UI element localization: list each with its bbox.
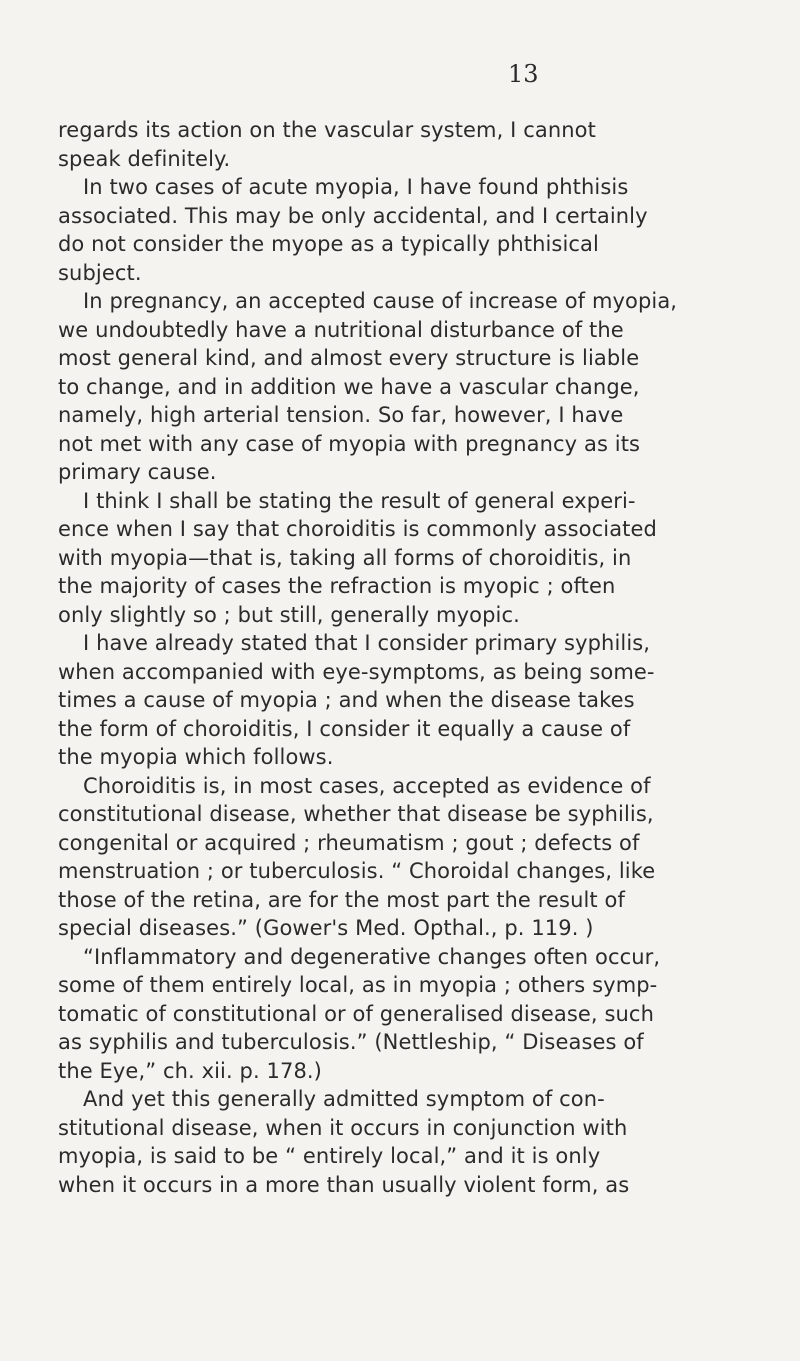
text-line: the majority of cases the refraction is myopic ; often: [58, 574, 616, 598]
text-line: not met with any case of myopia with pregnancy as its: [58, 431, 641, 456]
text-line: the myopia which follows.: [58, 745, 334, 769]
text-line: “Inflammatory and degenerative changes often occur,: [83, 944, 661, 969]
text-line: myopia, is said to be “ entirely local,” and it is only: [58, 1144, 601, 1168]
text-line: And yet this generally admitted symptom of con-: [83, 1087, 605, 1111]
body-text: [58, 116, 738, 1199]
text-line: Choroiditis is, in most cases, accepted as evidence of: [83, 773, 651, 798]
text-line: when it occurs in a more than usually violent form, as: [58, 1172, 630, 1197]
text-line: I think I shall be stating the result of general experi-: [83, 488, 636, 513]
text-line: constitutional disease, whether that disease be syphilis,: [58, 802, 654, 826]
text-line: speak definitely.: [58, 146, 231, 171]
text-line: some of them entirely local, as in myopia ; others symp-: [58, 973, 658, 997]
page-number: 13: [508, 60, 539, 88]
text-line: with myopia—that is, taking all forms of choroiditis, in: [58, 545, 632, 570]
text-line: primary cause.: [58, 460, 217, 484]
text-line: tomatic of constitutional or of generalised disease, such: [58, 1001, 654, 1026]
text-line: congenital or acquired ; rheumatism ; gout ; defects of: [58, 830, 640, 855]
text-line: subject.: [58, 260, 142, 285]
text-line: In two cases of acute myopia, I have found phthisis: [83, 175, 629, 199]
text-line: we undoubtedly have a nutritional disturbance of the: [58, 317, 624, 342]
text-line: only slightly so ; but still, generally myopic.: [58, 602, 520, 627]
text-line: stitutional disease, when it occurs in conjunction with: [58, 1115, 628, 1140]
text-line: most general kind, and almost every structure is liable: [58, 346, 640, 370]
text-line: special diseases.” (Gower's Med. Opthal., p. 119. ): [58, 916, 594, 940]
text-line: regards its action on the vascular system, I cannot: [58, 118, 596, 142]
text-line: those of the retina, are for the most part the result of: [58, 887, 625, 912]
text-line: as syphilis and tuberculosis.” (Nettleship, “ Diseases of: [58, 1030, 644, 1054]
text-line: the form of choroiditis, I consider it equally a cause of: [58, 716, 631, 741]
text-line: namely, high arterial tension. So far, however, I have: [58, 403, 624, 427]
text-line: the Eye,” ch. xii. p. 178.): [58, 1058, 322, 1083]
text-line: to change, and in addition we have a vascular change,: [58, 374, 640, 399]
text-line: associated. This may be only accidental, and I certainly: [58, 203, 648, 228]
text-line: In pregnancy, an accepted cause of increase of myopia,: [83, 289, 678, 313]
text-line: times a cause of myopia ; and when the disease takes: [58, 688, 635, 712]
text-line: menstruation ; or tuberculosis. “ Choroidal changes, like: [58, 859, 656, 883]
text-line: ence when I say that choroiditis is commonly associated: [58, 517, 657, 541]
text-line: when accompanied with eye-symptoms, as being some-: [58, 659, 655, 684]
text-line: I have already stated that I consider primary syphilis,: [83, 631, 651, 655]
text-line: do not consider the myope as a typically phthisical: [58, 232, 599, 256]
